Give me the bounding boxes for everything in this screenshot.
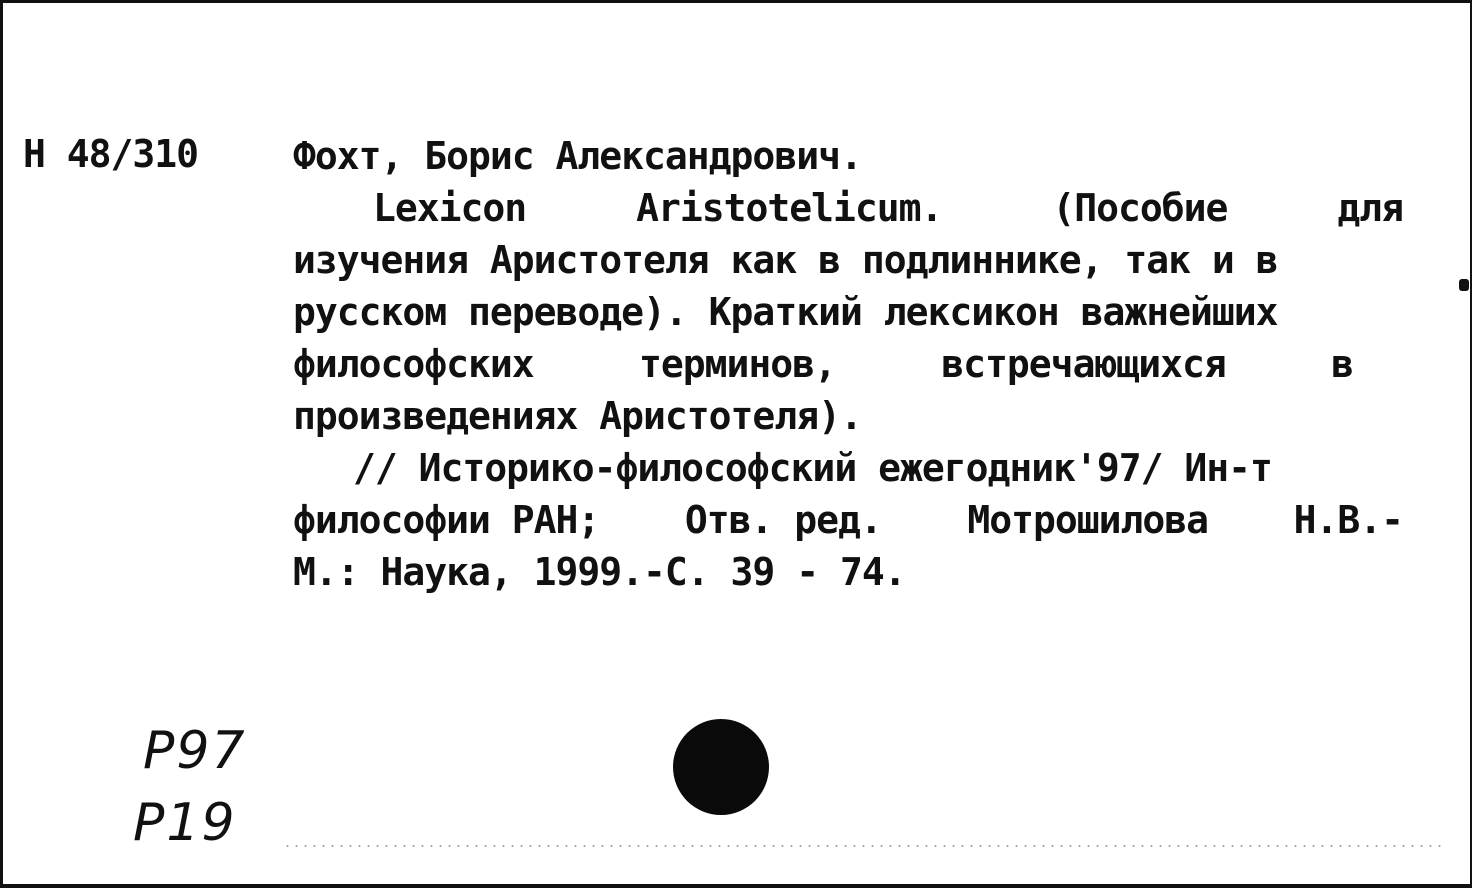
author-heading: Фохт, Борис Александрович. <box>293 134 862 178</box>
title-line: произведениях Аристотеля). <box>293 394 862 438</box>
bibliographic-entry <box>293 130 1403 598</box>
title-line <box>293 182 1403 234</box>
source-word: философии РАН; <box>293 498 600 542</box>
title-word: терминов, <box>639 342 836 386</box>
title-line: изучения Аристотеля как в подлиннике, так и в <box>293 238 1278 282</box>
source-word: Н.В.- <box>1293 498 1403 542</box>
punch-hole <box>673 719 769 815</box>
title-line: русском переводе). Краткий лексикон важнейших <box>293 290 1278 334</box>
title-word: встречающихся <box>941 342 1226 386</box>
ink-mark <box>1459 279 1469 291</box>
title-word: философских <box>293 342 534 386</box>
title-word: (Пособие <box>1052 186 1228 230</box>
title-word: Lexicon <box>373 186 527 230</box>
handwritten-note: Р97 <box>143 721 247 781</box>
source-line: М.: Наука, 1999.-С. 39 - 74. <box>293 550 906 594</box>
scan-noise <box>283 845 1443 847</box>
handwritten-note: Р19 <box>133 793 237 853</box>
source-line <box>293 494 1403 546</box>
title-word: Aristotelicum. <box>636 186 943 230</box>
source-line: // Историко-философский ежегодник'97/ Ин-т <box>353 446 1272 490</box>
title-word: для <box>1337 186 1403 230</box>
title-line <box>293 338 1403 390</box>
source-word: Мотрошилова <box>967 498 1209 542</box>
source-word: Отв. ред. <box>684 498 882 542</box>
title-word: в <box>1331 342 1353 386</box>
shelfmark: Н 48/310 <box>23 132 199 176</box>
